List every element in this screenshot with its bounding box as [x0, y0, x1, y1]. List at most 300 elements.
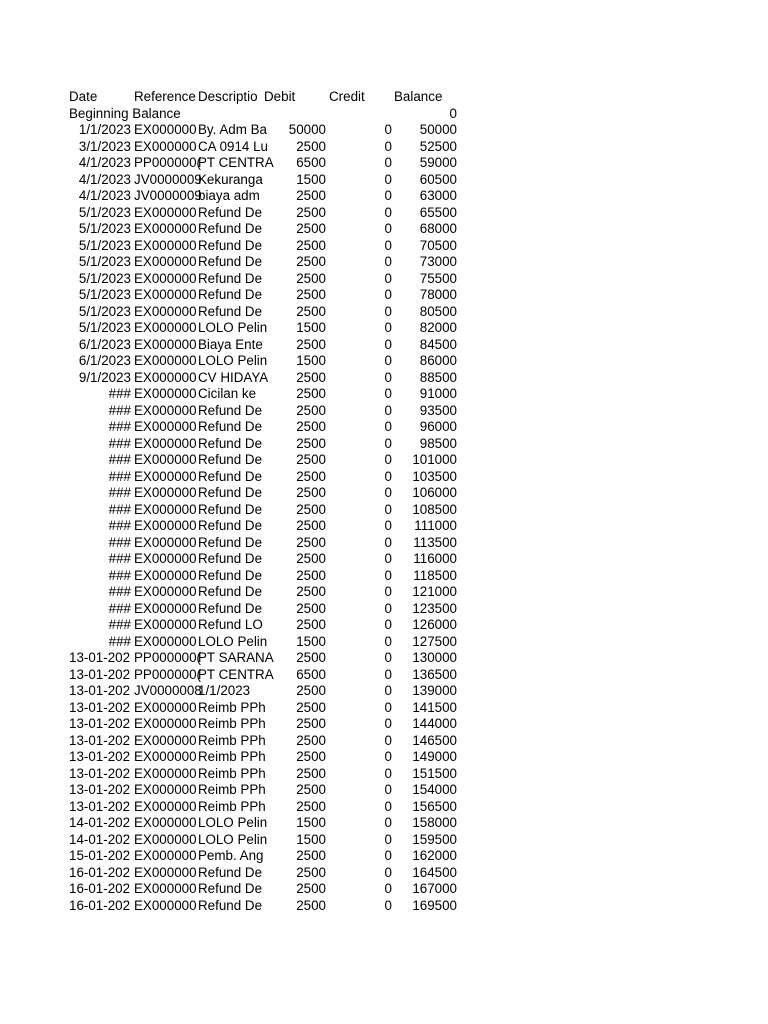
row-reference: EX000000: [134, 732, 197, 748]
row-date: ###: [108, 551, 131, 566]
row-reference: EX000000: [134, 402, 197, 418]
row-debit: 1500: [296, 815, 326, 830]
table-row: [0, 336, 768, 353]
row-balance: 130000: [412, 650, 457, 665]
table-row: [0, 253, 768, 270]
table-row: [0, 798, 768, 815]
row-date: 5/1/2023: [78, 221, 131, 236]
row-balance: 141500: [412, 699, 457, 715]
table-row: [0, 435, 768, 452]
table-row: [0, 748, 768, 765]
row-reference: EX000000: [134, 501, 197, 517]
row-debit: 1500: [296, 633, 326, 649]
row-date: 6/1/2023: [78, 353, 131, 368]
row-description: Reimb PPh: [198, 732, 266, 748]
row-balance: 106000: [412, 485, 457, 500]
row-credit: 0: [384, 633, 392, 649]
row-debit: 2500: [296, 683, 326, 698]
row-description: PT CENTRA: [198, 666, 274, 682]
row-balance: 73000: [419, 254, 457, 269]
row-balance: 151500: [412, 765, 457, 781]
row-date: 16-01-202: [69, 864, 131, 880]
row-reference: EX000000: [134, 353, 197, 368]
row-date: 13-01-202: [69, 699, 131, 715]
row-description: CV HIDAYA: [198, 369, 269, 385]
row-description: LOLO Pelin: [198, 815, 268, 830]
row-balance: 86000: [419, 353, 457, 368]
row-debit: 2500: [296, 386, 326, 401]
row-balance: 146500: [412, 732, 457, 748]
row-credit: 0: [384, 435, 392, 451]
row-balance: 126000: [412, 617, 457, 632]
row-debit: 2500: [296, 881, 326, 896]
row-debit: 2500: [296, 782, 326, 797]
table-row: [0, 220, 768, 237]
row-debit: 2500: [296, 650, 326, 665]
row-credit: 0: [384, 287, 392, 302]
table-row: [0, 319, 768, 336]
row-reference: EX000000: [134, 204, 197, 220]
row-debit: 2500: [296, 567, 326, 583]
header-credit: Credit: [329, 89, 365, 104]
row-description: LOLO Pelin: [198, 831, 268, 847]
table-row: [0, 154, 768, 171]
row-description: biaya adm: [198, 188, 260, 203]
table-row: [0, 451, 768, 468]
row-balance: 111000: [414, 518, 457, 533]
table-row: [0, 732, 768, 749]
row-balance: 82000: [419, 320, 457, 335]
table-row: [0, 171, 768, 188]
row-credit: 0: [384, 617, 392, 632]
row-date: 13-01-202: [69, 749, 131, 764]
row-balance: 121000: [412, 584, 457, 599]
row-date: 13-01-202: [69, 732, 131, 748]
row-description: Refund De: [198, 501, 263, 517]
table-row: [0, 352, 768, 369]
row-description: LOLO Pelin: [198, 353, 268, 368]
header-reference: Reference: [134, 89, 196, 104]
row-balance: 63000: [419, 188, 457, 203]
row-date: ###: [108, 402, 131, 418]
table-row: [0, 880, 768, 897]
row-description: Refund De: [198, 600, 263, 616]
row-debit: 2500: [296, 716, 326, 731]
row-reference: EX000000: [134, 468, 197, 484]
row-balance: 167000: [412, 881, 457, 896]
row-debit: 2500: [296, 798, 326, 814]
row-credit: 0: [384, 551, 392, 566]
row-description: Refund De: [198, 287, 263, 302]
row-credit: 0: [384, 452, 392, 467]
table-row: [0, 666, 768, 683]
row-reference: EX000000: [134, 221, 197, 236]
row-description: Refund LO: [198, 617, 263, 632]
row-credit: 0: [384, 683, 392, 698]
row-reference: EX000000: [134, 287, 197, 302]
table-row: [0, 567, 768, 584]
table-row: [0, 534, 768, 551]
row-reference: EX000000: [134, 765, 197, 781]
row-date: ###: [108, 518, 131, 533]
row-date: ###: [108, 567, 131, 583]
row-reference: EX000000: [134, 782, 197, 797]
row-debit: 2500: [296, 485, 326, 500]
row-credit: 0: [384, 584, 392, 599]
row-reference: EX000000: [134, 716, 197, 731]
row-debit: 2500: [296, 617, 326, 632]
row-description: Refund De: [198, 254, 263, 269]
row-reference: EX000000: [134, 336, 197, 352]
row-debit: 6500: [296, 155, 326, 170]
row-credit: 0: [384, 237, 392, 253]
row-reference: EX000000: [134, 237, 197, 253]
table-row: [0, 600, 768, 617]
row-date: 13-01-202: [69, 716, 131, 731]
row-balance: 139000: [412, 683, 457, 698]
row-credit: 0: [384, 254, 392, 269]
row-description: Cicilan ke: [198, 386, 257, 401]
row-balance: 162000: [412, 848, 457, 863]
row-debit: 2500: [296, 699, 326, 715]
row-reference: EX000000: [134, 435, 197, 451]
row-reference: EX000000: [134, 617, 197, 632]
row-debit: 50000: [288, 122, 326, 137]
row-date: ###: [108, 419, 131, 434]
row-date: 1/1/2023: [78, 122, 131, 137]
row-credit: 0: [384, 402, 392, 418]
row-date: ###: [108, 468, 131, 484]
row-credit: 0: [384, 270, 392, 286]
row-description: Refund De: [198, 567, 263, 583]
table-row: [0, 616, 768, 633]
row-date: ###: [108, 435, 131, 451]
row-credit: 0: [384, 138, 392, 154]
table-row: [0, 765, 768, 782]
table-row: [0, 682, 768, 699]
row-debit: 2500: [296, 188, 326, 203]
row-balance: 154000: [412, 782, 457, 797]
row-description: Refund De: [198, 864, 263, 880]
row-credit: 0: [384, 815, 392, 830]
row-credit: 0: [384, 336, 392, 352]
row-balance: 158000: [412, 815, 457, 830]
row-balance: 75500: [419, 270, 457, 286]
row-date: 13-01-202: [69, 798, 131, 814]
row-description: Kekuranga: [198, 171, 263, 187]
row-credit: 0: [384, 419, 392, 434]
table-row: [0, 715, 768, 732]
row-reference: PP000000(: [134, 155, 202, 170]
header-balance: Balance: [394, 89, 443, 104]
row-credit: 0: [384, 567, 392, 583]
row-description: Pemb. Ang: [198, 848, 264, 863]
table-row: [0, 402, 768, 419]
row-balance: 108500: [412, 501, 457, 517]
row-debit: 2500: [296, 518, 326, 533]
row-credit: 0: [384, 897, 392, 913]
row-credit: 0: [384, 798, 392, 814]
table-row: [0, 204, 768, 221]
row-date: 6/1/2023: [78, 336, 131, 352]
table-row: [0, 237, 768, 254]
row-description: Reimb PPh: [198, 782, 266, 797]
row-credit: 0: [384, 386, 392, 401]
row-reference: EX000000: [134, 452, 197, 467]
row-description: Refund De: [198, 534, 263, 550]
table-row: [0, 847, 768, 864]
row-description: LOLO Pelin: [198, 320, 268, 335]
row-date: ###: [108, 600, 131, 616]
row-credit: 0: [384, 650, 392, 665]
row-debit: 2500: [296, 600, 326, 616]
row-credit: 0: [384, 666, 392, 682]
row-date: 13-01-202: [69, 666, 131, 682]
row-date: 15-01-202: [69, 848, 131, 863]
row-credit: 0: [384, 699, 392, 715]
row-date: ###: [108, 584, 131, 599]
row-balance: 101000: [412, 452, 457, 467]
row-description: Reimb PPh: [198, 699, 266, 715]
row-credit: 0: [384, 765, 392, 781]
table-row: [0, 517, 768, 534]
row-date: 5/1/2023: [78, 270, 131, 286]
row-balance: 65500: [419, 204, 457, 220]
row-reference: EX000000: [134, 254, 197, 269]
row-balance: 98500: [419, 435, 457, 451]
table-row: [0, 286, 768, 303]
row-reference: JV0000009: [134, 188, 202, 203]
row-description: CA 0914 Lu: [198, 138, 268, 154]
table-row: [0, 121, 768, 138]
row-date: ###: [108, 386, 131, 401]
table-row: [0, 501, 768, 518]
table-row: [0, 649, 768, 666]
row-date: 5/1/2023: [78, 254, 131, 269]
row-debit: 2500: [296, 468, 326, 484]
row-debit: 2500: [296, 749, 326, 764]
row-date: 13-01-202: [69, 765, 131, 781]
row-balance: 113500: [413, 534, 457, 550]
row-date: 14-01-202: [69, 815, 131, 830]
row-description: By. Adm Ba: [198, 122, 267, 137]
row-credit: 0: [384, 122, 392, 137]
row-debit: 2500: [296, 452, 326, 467]
row-credit: 0: [384, 320, 392, 335]
row-date: 4/1/2023: [78, 171, 131, 187]
row-description: Refund De: [198, 270, 263, 286]
row-balance: 60500: [419, 171, 457, 187]
row-description: Refund De: [198, 419, 263, 434]
beginning-balance-value: 0: [449, 105, 457, 121]
row-credit: 0: [384, 716, 392, 731]
row-reference: EX000000: [134, 534, 197, 550]
row-date: 5/1/2023: [78, 204, 131, 220]
table-row: [0, 138, 768, 155]
row-credit: 0: [384, 369, 392, 385]
row-balance: 116000: [413, 551, 457, 566]
row-description: Refund De: [198, 551, 263, 566]
row-date: ###: [108, 633, 131, 649]
row-balance: 127500: [412, 633, 457, 649]
row-debit: 2500: [296, 336, 326, 352]
row-reference: EX000000: [134, 270, 197, 286]
row-balance: 159500: [412, 831, 457, 847]
row-reference: EX000000: [134, 485, 197, 500]
row-balance: 70500: [419, 237, 457, 253]
row-description: LOLO Pelin: [198, 633, 268, 649]
row-date: 13-01-202: [69, 782, 131, 797]
row-debit: 2500: [296, 584, 326, 599]
table-row: [0, 781, 768, 798]
row-debit: 1500: [296, 831, 326, 847]
ledger-sheet: [0, 88, 768, 913]
row-debit: 2500: [296, 237, 326, 253]
row-description: Refund De: [198, 485, 263, 500]
row-reference: EX000000: [134, 369, 197, 385]
table-row: [0, 484, 768, 501]
ledger-rows: [0, 121, 768, 913]
row-credit: 0: [384, 501, 392, 517]
row-debit: 2500: [296, 419, 326, 434]
table-row: [0, 633, 768, 650]
row-reference: EX000000: [134, 897, 197, 913]
row-reference: EX000000: [134, 551, 197, 566]
row-date: 16-01-202: [69, 897, 131, 913]
row-reference: EX000000: [134, 567, 197, 583]
table-row: [0, 187, 768, 204]
row-date: 3/1/2023: [78, 138, 131, 154]
row-debit: 1500: [296, 171, 326, 187]
row-description: PT SARANA: [198, 650, 274, 665]
row-balance: 156500: [412, 798, 457, 814]
row-date: 4/1/2023: [78, 188, 131, 203]
row-debit: 2500: [296, 501, 326, 517]
row-date: 9/1/2023: [78, 369, 131, 385]
row-reference: EX000000: [134, 815, 197, 830]
row-balance: 59000: [419, 155, 457, 170]
row-credit: 0: [384, 188, 392, 203]
table-row: [0, 814, 768, 831]
row-date: 4/1/2023: [78, 155, 131, 170]
table-row: [0, 864, 768, 881]
row-reference: EX000000: [134, 122, 197, 137]
row-debit: 1500: [296, 320, 326, 335]
row-reference: EX000000: [134, 584, 197, 599]
row-reference: EX000000: [134, 419, 197, 434]
row-description: Refund De: [198, 518, 263, 533]
row-debit: 2500: [296, 303, 326, 319]
row-reference: EX000000: [134, 303, 197, 319]
row-debit: 2500: [296, 897, 326, 913]
row-date: ###: [108, 501, 131, 517]
row-debit: 2500: [296, 369, 326, 385]
row-date: 13-01-202: [69, 650, 131, 665]
row-reference: EX000000: [134, 848, 197, 863]
row-balance: 169500: [412, 897, 457, 913]
row-description: Reimb PPh: [198, 749, 266, 764]
row-credit: 0: [384, 749, 392, 764]
table-row: [0, 369, 768, 386]
table-row: [0, 418, 768, 435]
row-debit: 2500: [296, 435, 326, 451]
row-reference: EX000000: [134, 864, 197, 880]
row-description: Refund De: [198, 303, 263, 319]
row-date: 5/1/2023: [78, 287, 131, 302]
row-credit: 0: [384, 881, 392, 896]
row-credit: 0: [384, 864, 392, 880]
row-reference: EX000000: [134, 881, 197, 896]
table-row: [0, 583, 768, 600]
header-date: Date: [69, 89, 98, 104]
row-debit: 2500: [296, 765, 326, 781]
table-row: [0, 897, 768, 914]
row-balance: 84500: [419, 336, 457, 352]
row-balance: 164500: [412, 864, 457, 880]
row-description: Refund De: [198, 204, 263, 220]
row-reference: JV0000008: [134, 683, 202, 698]
row-description: Reimb PPh: [198, 716, 266, 731]
row-credit: 0: [384, 518, 392, 533]
row-debit: 2500: [296, 270, 326, 286]
row-debit: 1500: [296, 353, 326, 368]
row-description: Refund De: [198, 584, 263, 599]
row-debit: 6500: [296, 666, 326, 682]
row-reference: EX000000: [134, 798, 197, 814]
row-balance: 96000: [419, 419, 457, 434]
row-description: Refund De: [198, 435, 263, 451]
row-balance: 93500: [419, 402, 457, 418]
row-debit: 2500: [296, 551, 326, 566]
row-reference: EX000000: [134, 386, 197, 401]
row-debit: 2500: [296, 204, 326, 220]
row-balance: 118500: [413, 567, 457, 583]
table-row: [0, 303, 768, 320]
row-debit: 2500: [296, 848, 326, 863]
row-balance: 144000: [412, 716, 457, 731]
row-balance: 149000: [412, 749, 457, 764]
row-credit: 0: [384, 303, 392, 319]
row-reference: EX000000: [134, 518, 197, 533]
row-debit: 2500: [296, 221, 326, 236]
row-balance: 123500: [412, 600, 457, 616]
row-credit: 0: [384, 204, 392, 220]
row-debit: 2500: [296, 138, 326, 154]
row-debit: 2500: [296, 254, 326, 269]
row-description: Refund De: [198, 468, 263, 484]
row-balance: 88500: [419, 369, 457, 385]
header-row: [0, 88, 768, 105]
row-date: 5/1/2023: [78, 303, 131, 319]
row-debit: 2500: [296, 732, 326, 748]
row-debit: 2500: [296, 864, 326, 880]
row-description: Refund De: [198, 897, 263, 913]
table-row: [0, 550, 768, 567]
row-description: Refund De: [198, 881, 263, 896]
row-credit: 0: [384, 782, 392, 797]
row-credit: 0: [384, 600, 392, 616]
row-credit: 0: [384, 468, 392, 484]
row-date: ###: [108, 485, 131, 500]
table-row: [0, 468, 768, 485]
row-credit: 0: [384, 831, 392, 847]
row-debit: 2500: [296, 402, 326, 418]
row-description: Reimb PPh: [198, 765, 266, 781]
row-date: ###: [108, 452, 131, 467]
row-description: Refund De: [198, 452, 263, 467]
row-description: Biaya Ente: [198, 336, 263, 352]
row-credit: 0: [384, 534, 392, 550]
